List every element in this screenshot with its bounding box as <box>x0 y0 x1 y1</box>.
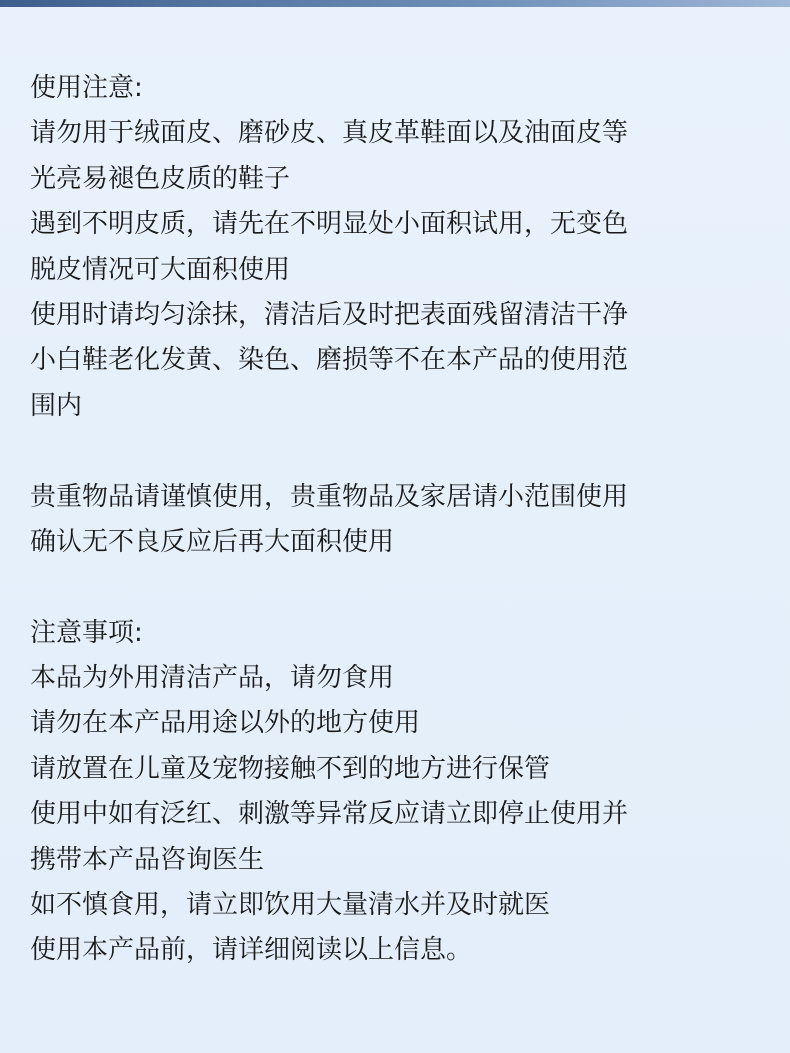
usage-note-line: 使用时请均匀涂抹，清洁后及时把表面残留清洁干净 <box>30 299 629 330</box>
precaution-line: 请放置在儿童及宠物接触不到的地方进行保管 <box>30 753 551 784</box>
precautions-heading: 注意事项: <box>30 617 143 648</box>
precaution-line: 请勿在本产品用途以外的地方使用 <box>30 708 421 739</box>
paragraph-spacer <box>30 429 760 474</box>
precaution-line: 使用本产品前，请详细阅读以上信息。 <box>30 935 473 966</box>
usage-note-line: 脱皮情况可大面积使用 <box>30 254 291 285</box>
valuables-note-line: 确认无不良反应后再大面积使用 <box>30 526 395 557</box>
notice-text-block <box>30 66 760 974</box>
top-accent-bar <box>0 0 790 7</box>
precaution-line: 如不慎食用，请立即饮用大量清水并及时就医 <box>30 890 551 921</box>
usage-notes-heading: 使用注意: <box>30 73 143 103</box>
precaution-line: 使用中如有泛红、刺激等异常反应请立即停止使用并 <box>30 799 629 830</box>
valuables-note-line: 贵重物品请谨慎使用，贵重物品及家居请小范围使用 <box>30 481 629 512</box>
usage-note-line: 围内 <box>30 390 83 421</box>
precaution-line: 本品为外用清洁产品，请勿食用 <box>30 663 395 694</box>
usage-note-line: 光亮易褪色皮质的鞋子 <box>30 163 291 194</box>
precaution-line: 携带本产品咨询医生 <box>30 844 265 875</box>
usage-note-line: 遇到不明皮质，请先在不明显处小面积试用，无变色 <box>30 209 629 240</box>
usage-note-line: 小白鞋老化发黄、染色、磨损等不在本产品的使用范 <box>30 345 629 376</box>
paragraph-spacer <box>30 565 760 610</box>
usage-note-line: 请勿用于绒面皮、磨砂皮、真皮革鞋面以及油面皮等 <box>30 118 629 149</box>
